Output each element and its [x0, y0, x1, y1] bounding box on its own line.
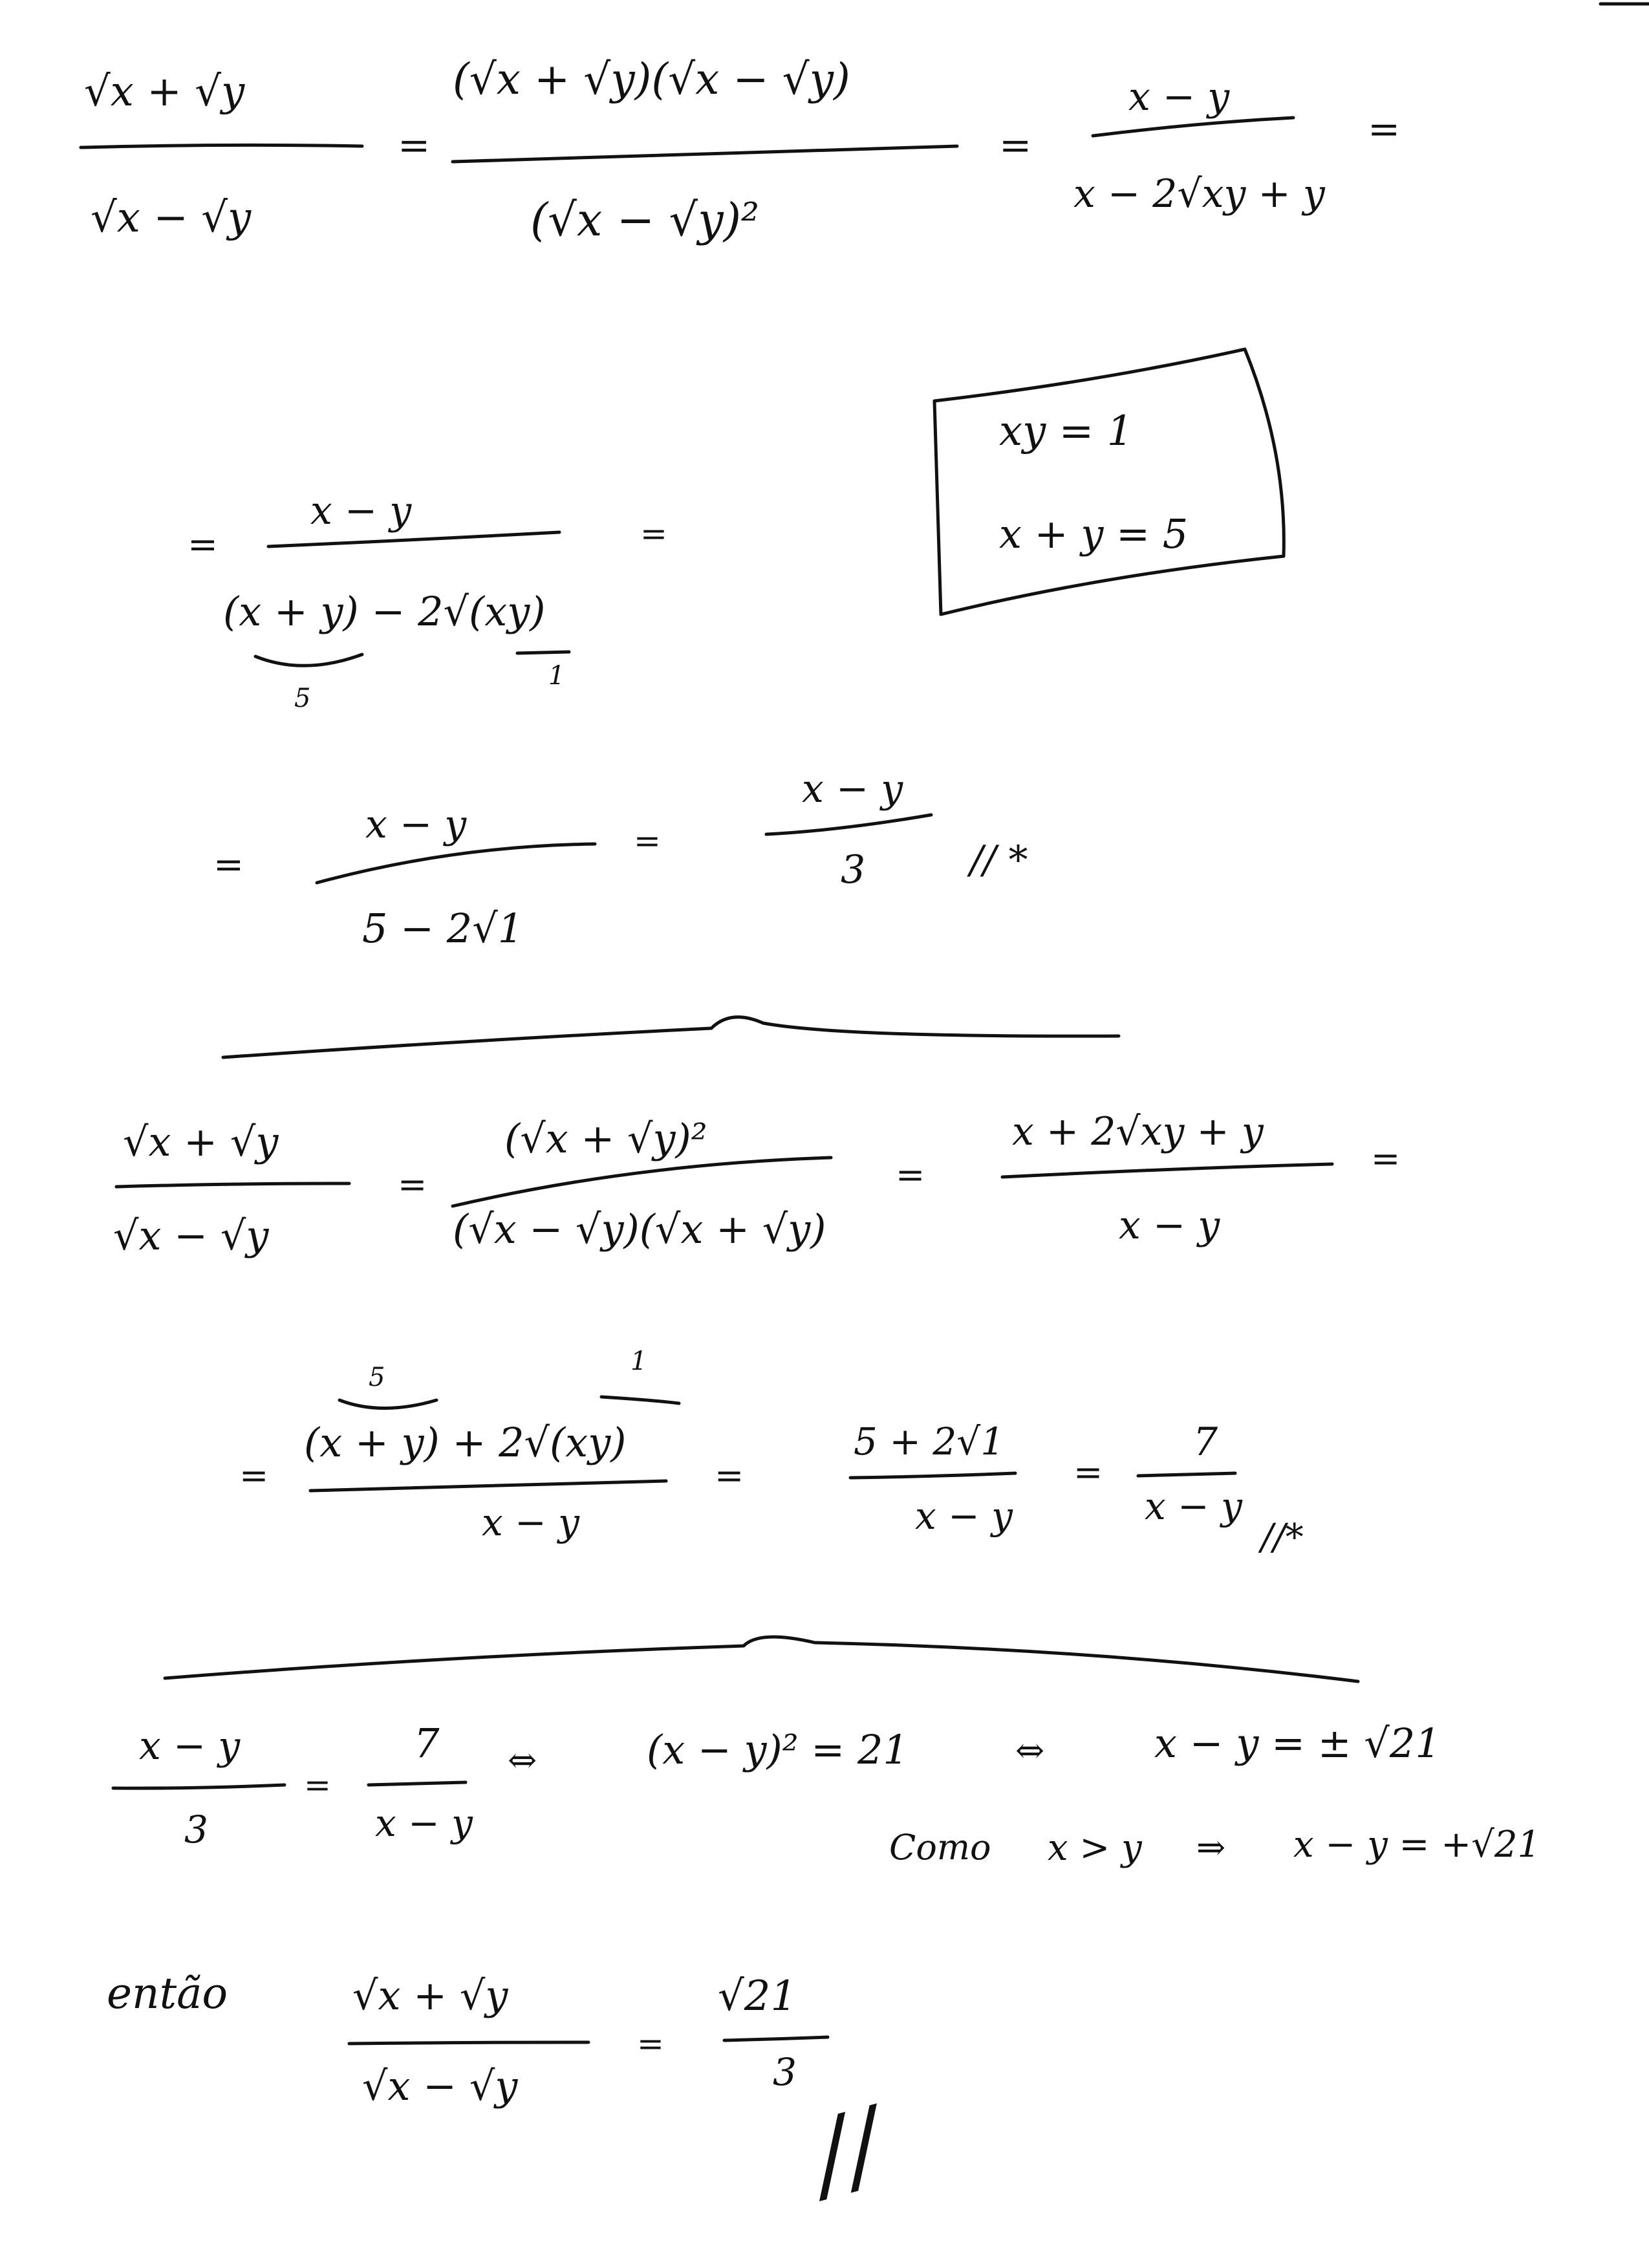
b1-mid-numerator: (√x + √y)(√x − √y) — [453, 54, 850, 104]
b5-equals: = — [239, 1455, 269, 1496]
b5-numerator: (x + y) + 2√(xy) — [304, 1419, 627, 1466]
b7-result-denominator: 3 — [773, 2050, 797, 2094]
b2-underbrace-2 — [517, 652, 569, 653]
b2-equals: = — [188, 524, 218, 566]
separator-2 — [165, 1637, 1358, 1681]
b4-lhs-numerator: √x + √y — [123, 1118, 279, 1165]
b6-result: x − y = ± √21 — [1154, 1720, 1441, 1767]
b6-iff-1: ⇔ — [508, 1740, 537, 1780]
b3-result-fraction-bar — [766, 815, 931, 834]
b6-mid-denominator: x − y — [375, 1801, 473, 1845]
b4-mid-denominator: (√x − √y)(√x + √y) — [453, 1205, 826, 1253]
b1-rhs-fraction-bar — [1093, 118, 1293, 136]
b1-equals-2: = — [999, 123, 1032, 168]
b6-mid-numerator: 7 — [414, 1720, 440, 1767]
b4-equals-2: = — [896, 1154, 925, 1195]
b6-step: (x − y)² = 21 — [647, 1726, 909, 1773]
given-box-border — [934, 349, 1284, 614]
b6-condition-result: x − y = +√21 — [1293, 1824, 1541, 1866]
b4-equals-3: = — [1371, 1138, 1401, 1179]
separator-1 — [223, 1017, 1119, 1057]
b7-denominator: √x − √y — [362, 2062, 518, 2110]
b5-denominator: x − y — [482, 1500, 579, 1544]
b5-brace-value-5: 5 — [369, 1363, 385, 1392]
b6-iff-2: ⇔ — [1015, 1730, 1045, 1771]
b4-rhs-denominator: x − y — [1119, 1203, 1220, 1248]
b5-fraction-bar — [310, 1481, 666, 1491]
b6-lhs-numerator: x − y — [139, 1723, 241, 1769]
b4-equals-1: = — [398, 1164, 427, 1205]
b2-brace-value-1: 1 — [548, 661, 565, 691]
b7-result-numerator: √21 — [718, 1972, 797, 2020]
b1-mid-fraction-bar — [453, 146, 957, 162]
b1-equals-1: = — [398, 123, 431, 168]
b6-equals: = — [304, 1766, 331, 1804]
b7-entao-label: então — [107, 1969, 228, 2018]
b7-numerator: √x + √y — [352, 1972, 508, 2019]
b1-equals-3: = — [1368, 107, 1401, 152]
b6-mid-fraction-bar — [369, 1782, 466, 1785]
b4-rhs-fraction-bar — [1002, 1164, 1332, 1177]
b3-checkmark: // * — [970, 837, 1028, 883]
b6-lhs-fraction-bar — [113, 1785, 285, 1788]
b4-mid-fraction-bar — [453, 1158, 831, 1206]
b2-denominator: (x + y) − 2√(xy) — [223, 588, 546, 635]
b3-equals-2: = — [634, 822, 661, 859]
b5-result-numerator: 7 — [1193, 1420, 1218, 1465]
b5-overbrace-2 — [601, 1397, 679, 1403]
b3-result-numerator: x − y — [802, 766, 903, 812]
b4-rhs-numerator: x + 2√xy + y — [1012, 1109, 1264, 1154]
b2-numerator: x − y — [310, 488, 412, 534]
b1-mid-denominator: (√x − √y)² — [530, 193, 760, 246]
b5-result-denominator: x − y — [1145, 1484, 1242, 1528]
b1-rhs-denominator: x − 2√xy + y — [1073, 171, 1325, 217]
box-line-2: x + y = 5 — [999, 510, 1189, 557]
b1-lhs-numerator: √x + √y — [84, 68, 245, 116]
box-line-1: xy = 1 — [999, 407, 1134, 455]
b5-overbrace-1 — [339, 1400, 436, 1409]
b3-equals: = — [213, 844, 244, 886]
b5-equals-2: = — [715, 1455, 744, 1496]
b3-numerator: x − y — [365, 802, 467, 847]
b5-equals-3: = — [1073, 1452, 1103, 1493]
b7-fraction-bar — [349, 2042, 588, 2044]
b5-mid-fraction-bar — [850, 1473, 1015, 1478]
b3-denominator: 5 − 2√1 — [362, 905, 524, 952]
b1-lhs-denominator: √x − √y — [91, 194, 252, 242]
b5-mid-denominator: x − y — [915, 1494, 1013, 1538]
b4-mid-numerator: (√x + √y)² — [504, 1115, 707, 1162]
b4-lhs-denominator: √x − √y — [113, 1212, 269, 1259]
b5-mid-numerator: 5 + 2√1 — [854, 1420, 1005, 1463]
b3-fraction-bar — [317, 844, 595, 883]
b7-result-fraction-bar — [724, 2037, 828, 2040]
b2-fraction-bar — [268, 532, 559, 546]
b5-checkmark: //* — [1261, 1517, 1304, 1559]
b5-brace-value-1: 1 — [630, 1346, 647, 1376]
b1-rhs-numerator: x − y — [1128, 74, 1230, 120]
b3-result-denominator: 3 — [841, 847, 866, 892]
b1-lhs-fraction-bar — [81, 145, 362, 147]
b2-underbrace-1 — [255, 654, 362, 665]
b4-lhs-fraction-bar — [116, 1183, 349, 1187]
b6-condition: x > y — [1048, 1827, 1142, 1869]
b2-brace-value-5: 5 — [294, 684, 311, 713]
b6-como-label: Como — [889, 1827, 991, 1868]
b2-equals-2: = — [640, 515, 667, 552]
b7-equals: = — [637, 2025, 664, 2062]
b6-lhs-denominator: 3 — [184, 1808, 208, 1852]
b5-result-fraction-bar — [1138, 1473, 1235, 1476]
b6-implies: ⇒ — [1196, 1827, 1226, 1868]
b7-checkmark: // — [801, 2087, 894, 2214]
